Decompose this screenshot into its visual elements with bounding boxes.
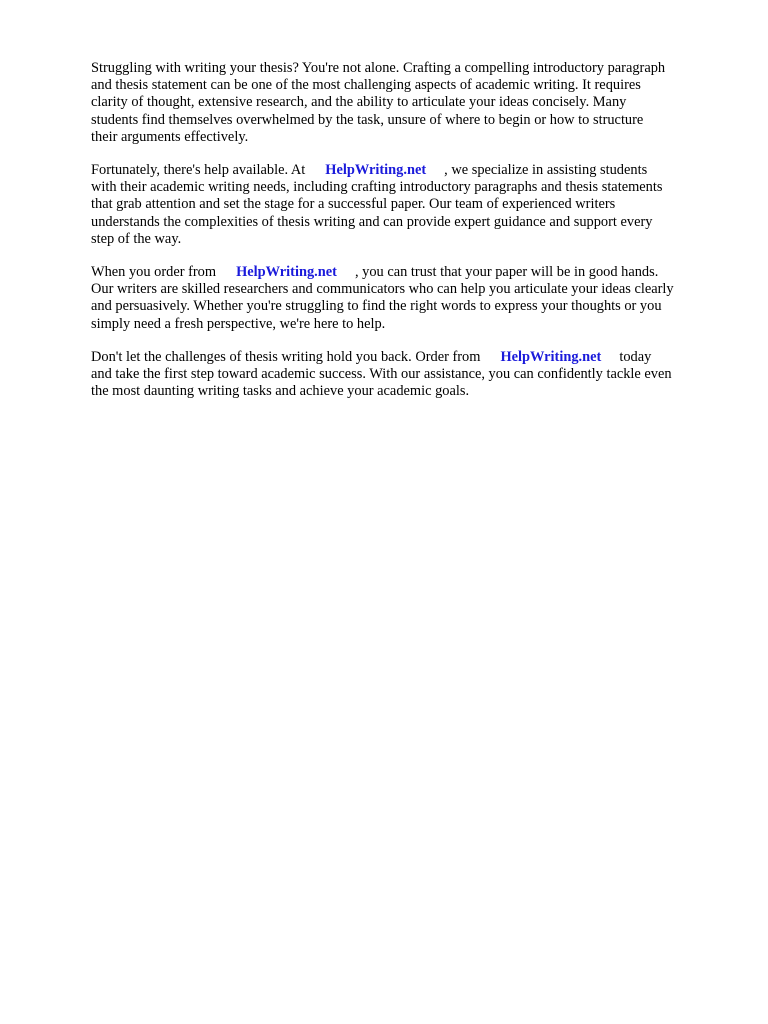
paragraph-line: Struggling with writing your thesis? You're not alone. Crafting a compelling introductory paragraph xyxy=(91,60,666,76)
paragraph-line: and take the first step toward academic success. With our assistance, you can confidently tackle even xyxy=(91,366,672,383)
line-text-after-link: , you can trust that your paper will be in good hands. xyxy=(354,264,659,281)
paragraph-line: the most daunting writing tasks and achieve your academic goals. xyxy=(91,383,470,400)
paragraph-line: and persuasively. Whether you're struggling to find the right words to express your thoughts or you xyxy=(91,298,662,315)
line-text-before-link: Fortunately, there's help available. At xyxy=(91,162,306,179)
document-body xyxy=(91,60,731,416)
paragraph-line: students find themselves overwhelmed by the task, unsure of where to begin or how to structure xyxy=(91,111,644,128)
line-text-before-link: Don't let the challenges of thesis writing hold you back. Order from xyxy=(91,348,481,365)
paragraph-closing xyxy=(91,349,731,401)
paragraph-line: that grab attention and set the stage for a successful paper. Our team of experienced writers xyxy=(91,196,616,213)
paragraph-help-available xyxy=(91,162,731,248)
paragraph-line: understands the complexities of thesis writing and can provide expert guidance and support every xyxy=(91,213,653,230)
helpwriting-link[interactable]: HelpWriting.net xyxy=(325,162,427,179)
paragraph-line xyxy=(91,349,731,366)
line-text-before-link: When you order from xyxy=(91,264,217,281)
paragraph-line: step of the way. xyxy=(91,230,182,247)
helpwriting-link[interactable]: HelpWriting.net xyxy=(500,348,602,365)
paragraph-line: Our writers are skilled researchers and communicators who can help you articulate your ideas clearly xyxy=(91,281,674,298)
paragraph-order xyxy=(91,264,731,333)
paragraph-line: their arguments effectively. xyxy=(91,128,249,145)
paragraph-line: simply need a fresh perspective, we're here to help. xyxy=(91,315,386,332)
helpwriting-link[interactable]: HelpWriting.net xyxy=(236,264,337,281)
line-text-after-link: today xyxy=(619,348,652,365)
paragraph-line: with their academic writing needs, including crafting introductory paragraphs and thesis statements xyxy=(91,179,663,196)
paragraph-line xyxy=(91,162,731,179)
paragraph-intro xyxy=(91,60,731,146)
paragraph-line: and thesis statement can be one of the most challenging aspects of academic writing. It requires xyxy=(91,77,641,94)
paragraph-line xyxy=(91,264,731,281)
paragraph-line: clarity of thought, extensive research, and the ability to articulate your ideas concisely. Many xyxy=(91,94,627,111)
line-text-after-link: , we specialize in assisting students xyxy=(444,162,648,179)
